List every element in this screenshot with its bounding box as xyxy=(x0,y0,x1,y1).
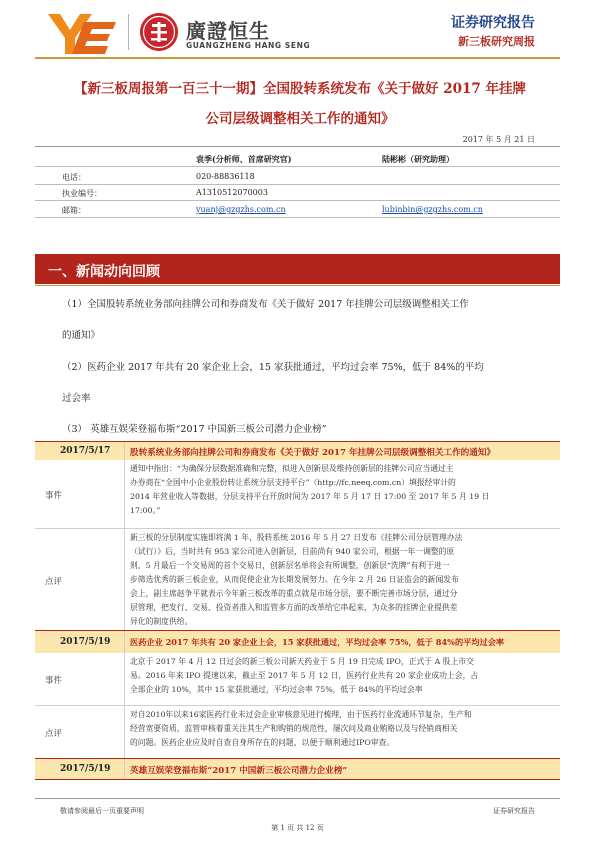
news-item-1-cont: 的通知》 xyxy=(62,330,101,341)
contacts-divider xyxy=(35,184,560,185)
analyst-assistant: 陆彬彬（研究助理） xyxy=(382,154,454,164)
brand-name-en: GUANGZHENG HANG SENG xyxy=(186,41,311,50)
email-link-assistant[interactable]: lubinbin@gzgzhs.com.cn xyxy=(382,205,483,214)
table-col-divider xyxy=(124,759,125,779)
email-link-analyst[interactable]: yuanj@gzgzhs.com.cn xyxy=(196,205,286,214)
brand-name-cn: 廣證恒生 xyxy=(186,19,270,43)
table-col-divider xyxy=(124,442,125,460)
company-seal-icon xyxy=(140,13,178,51)
report-title-line1: 【新三板周报第一百三十一期】全国股转系统发布《关于做好 2017 年挂牌 xyxy=(74,81,526,97)
block1-event-label: 事件 xyxy=(45,491,63,501)
contact-license-label: 执业编号： xyxy=(62,189,102,198)
block1-event-line: 通知中指出：“为确保分层数据准确和完整，拟进入创新层及维持创新层的挂牌公司应当通过主 xyxy=(130,464,454,473)
block1-event-line: 2014 年营业收入等数据，分层支持平台开放时间为 2017 年 5 月 17 日 17:00 至 2017 年 5 月 19 日 xyxy=(130,492,490,501)
news-item-3: （3） 英雄互娱荣登福布斯“2017 中国新三板公司潜力企业榜” xyxy=(62,424,327,435)
block1-date: 2017/5/17 xyxy=(60,446,111,456)
block2-event-line: 北京于 2017 年 4 月 12 日过会的新三板公司新天药业于 5 月 19 日完成 IPO，正式于 A 股上市交 xyxy=(130,657,474,666)
report-date: 2017 年 5 月 21 日 xyxy=(462,135,535,144)
block2-event-line: 易。2016 年来 IPO 提速以来，截止至 2017 年 5 月 12 日，医药行业共有 20 家企业成功上会，占 xyxy=(130,671,479,680)
block1-comment-line: 步筛选优秀的新三板企业，从而促使企业为长期发展努力。在今年 2 月 26 日证监会的新闻发布 xyxy=(130,575,459,584)
table-row-divider xyxy=(35,705,560,706)
block2-date: 2017/5/19 xyxy=(60,637,111,647)
footer-disclaimer: 敬请参阅最后一页重要声明 xyxy=(60,807,144,815)
contact-email-label: 邮箱： xyxy=(62,206,86,215)
contact-phone-value: 020-88836118 xyxy=(196,172,255,181)
news-item-2: （2）医药企业 2017 年共有 20 家企业上会，15 家获批通过，平均过会率 75%，低于 84%的平均 xyxy=(62,362,484,373)
block3-headline: 英雄互娱荣登福布斯“2017 中国新三板公司潜力企业榜” xyxy=(130,766,348,776)
block2-event-line: 全部企业的 10%，其中 15 家获批通过，平均过会率 75%，低于 84%的平均过会率 xyxy=(130,685,423,694)
contacts-divider xyxy=(35,166,560,167)
table-col-divider xyxy=(124,529,125,630)
block1-event-line: 办券商在“全国中小企业股份转让系统分层支持平台”（http://fc.neeq.com.cn）填报经审计的 xyxy=(130,478,456,487)
block1-event-line: 17:00。” xyxy=(130,506,161,515)
table-border xyxy=(35,779,560,780)
block1-comment-line: 层管理，把发行、交易、投资者准入和监管多方面的改革给它串起来，为众多的挂牌企业提供差 xyxy=(130,603,458,612)
table-row-divider xyxy=(35,528,560,529)
block1-comment-line: 新三板的分层制度实施即将满 1 年，股转系统 2016 年 5 月 27 日发布《挂牌公司分层管理办法 xyxy=(130,533,463,542)
table-col-divider xyxy=(124,706,125,758)
date-divider xyxy=(35,146,560,147)
table-col-divider xyxy=(124,460,125,528)
block1-comment-line: 会上，副主席赵争平就表示今年新三板改革的重点就是市场分层，要不断完善市场分层，通过分 xyxy=(130,589,458,598)
analyst-primary: 袁季(分析师、首席研究官) xyxy=(196,154,292,164)
news-item-2-cont: 过会率 xyxy=(62,393,91,404)
page-number: 第 1 页 共 12 页 xyxy=(271,824,324,832)
footer-report-type: 证券研究报告 xyxy=(493,807,535,815)
block2-comment-line: 经营宽要资质，监管审核着重关注其生产和购销的规范性，屡次问及商业贿赂以及与经销商相关 xyxy=(130,724,458,733)
contact-license-value: A1310512070003 xyxy=(196,188,268,197)
ye-logo-icon xyxy=(48,14,116,54)
block1-comment-line: 则，5 月最后一个交易周的首个交易日，创新层名单将会有所调整，创新层“洗牌”有利于进一 xyxy=(130,561,450,570)
footer-divider xyxy=(35,798,560,799)
block2-event-label: 事件 xyxy=(45,676,63,686)
table-col-divider xyxy=(124,653,125,705)
section-title: 一、新闻动向回顾 xyxy=(48,264,160,280)
section-underline xyxy=(35,285,560,286)
block2-comment-line: 的问题。医药企业应及时自查自身所存在的问题，以便于顺利通过IPO审查。 xyxy=(130,738,395,747)
block2-comment-label: 点评 xyxy=(45,729,63,739)
logo-divider xyxy=(128,14,129,50)
contacts-divider xyxy=(35,217,560,218)
block1-headline: 股转系统业务部向挂牌公司和券商发布《关于做好 2017 年挂牌公司层级调整相关工作的通知》 xyxy=(130,448,496,458)
contact-phone-label: 电话： xyxy=(62,173,86,182)
table-col-divider xyxy=(124,631,125,653)
report-subtype: 新三板研究周报 xyxy=(458,35,535,48)
block3-date: 2017/5/19 xyxy=(60,764,111,774)
block2-comment-line: 对自2010年以来16家医药行业未过会企业审核意见进行梳理，由于医药行业流通环节复杂，生产和 xyxy=(130,710,472,719)
block1-comment-line: 异化的制度供给。 xyxy=(130,617,193,626)
contacts-divider xyxy=(35,200,560,201)
news-item-1: （1）全国股转系统业务部向挂牌公司和券商发布《关于做好 2017 年挂牌公司层级调整相关工作 xyxy=(62,299,469,310)
header-divider xyxy=(35,57,560,59)
block2-headline: 医药企业 2017 年共有 20 家企业上会，15 家获批通过，平均过会率 75%，低于 84%的平均过会率 xyxy=(130,637,505,647)
block1-comment-label: 点评 xyxy=(45,577,63,587)
block1-comment-line: （试行）》后，当时共有 953 家公司进入创新层，目前尚有 940 家公司，根据一年一调整的原 xyxy=(130,547,455,556)
report-type: 证券研究报告 xyxy=(451,15,535,31)
report-title-line2: 公司层级调整相关工作的通知》 xyxy=(205,111,395,127)
